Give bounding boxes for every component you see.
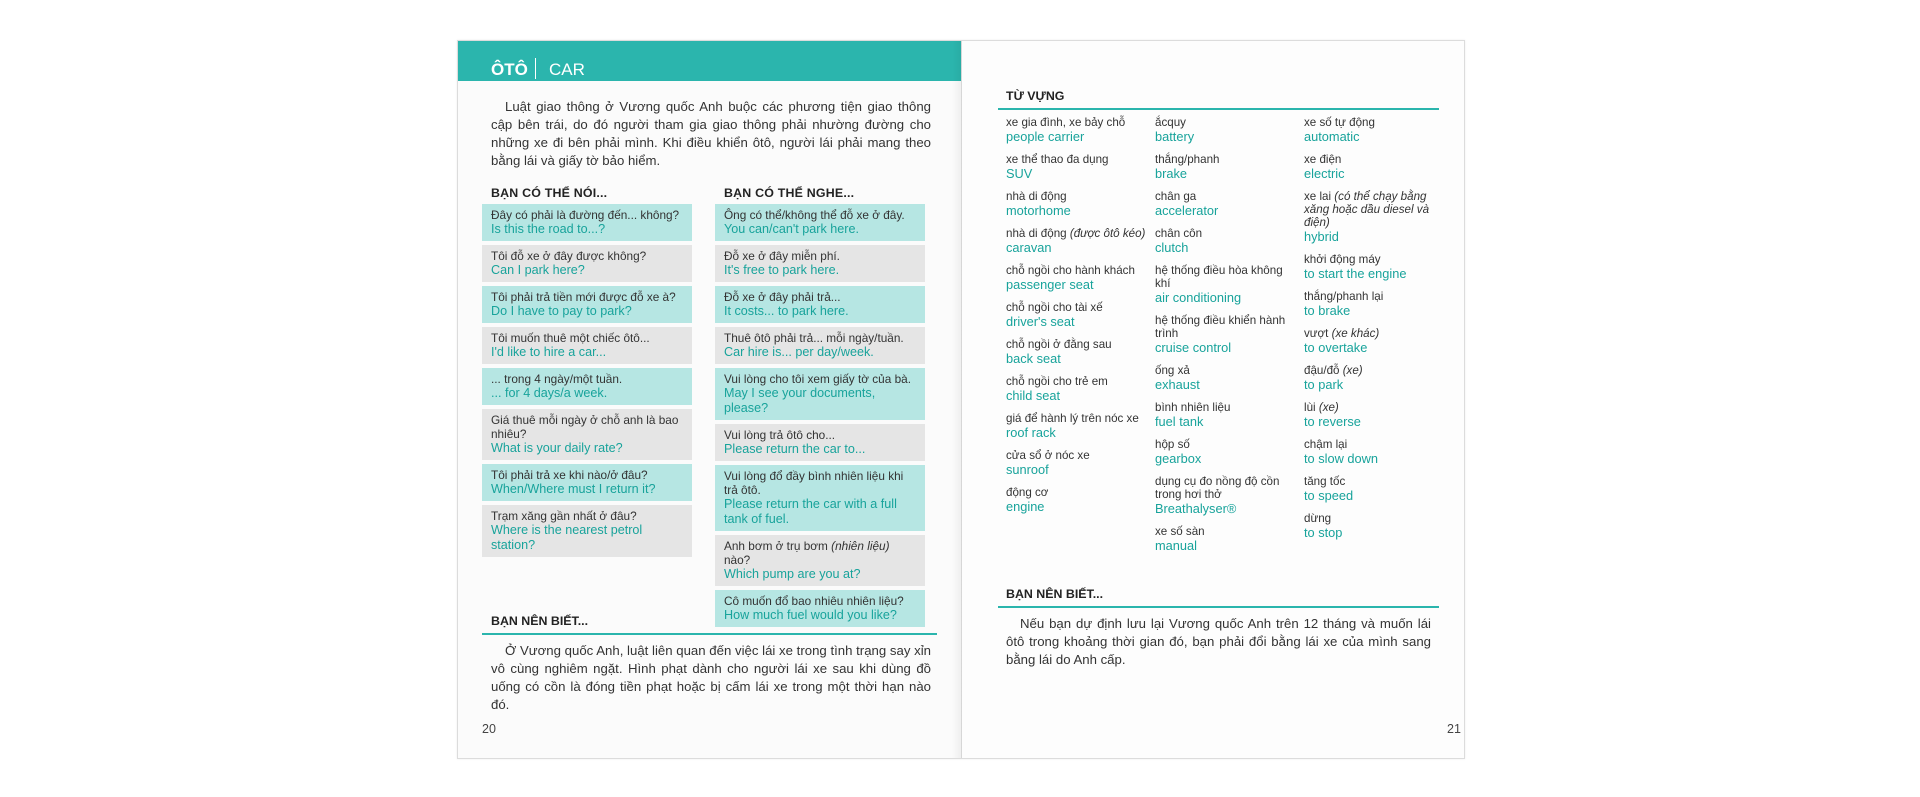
vocab-vi: cửa sổ ở nóc xe <box>1006 449 1090 462</box>
phrase-card <box>482 245 692 282</box>
vocab-vi-part: đậu/đỗ <box>1304 364 1343 377</box>
vocab-item <box>1006 486 1146 514</box>
phrase-vi: Tôi muốn thuê một chiếc ôtô... <box>491 331 650 345</box>
phrase-en: Is this the road to...? <box>491 222 606 236</box>
vocab-vi: dừng <box>1304 512 1332 525</box>
phrase-en: Please return the car with a full tank of fuel. <box>724 497 897 526</box>
right-page <box>962 41 1464 758</box>
should-know-heading-right: BẠN NÊN BIẾT... <box>998 587 1439 608</box>
phrase-card <box>482 505 692 557</box>
phrase-en: I'd like to hire a car... <box>491 345 607 359</box>
vocab-item <box>1304 153 1436 181</box>
phrase-en: It's free to park here. <box>724 263 840 277</box>
vocab-en: child seat <box>1006 388 1061 403</box>
vocab-en: to speed <box>1304 488 1354 503</box>
vocab-en: driver's seat <box>1006 314 1075 329</box>
vocab-vi: hệ thống điều khiển hành trình <box>1155 314 1286 340</box>
vocab-en: to start the engine <box>1304 266 1407 281</box>
vocab-vi-part: nhà di động <box>1006 227 1070 240</box>
vocab-vi-note: (xe) <box>1318 401 1339 414</box>
intro-paragraph: Luật giao thông ở Vương quốc Anh buộc các phương tiện giao thông cập bên trái, do đó người tham gia giao thông phải nhường đường cho những xe đi bên phải mình. Khi điều khiển ôtô, người lái phải mang theo bằng lái và giấy tờ bảo hiểm. <box>491 99 931 168</box>
vocab-vi: chậm lại <box>1304 438 1348 451</box>
phrase-vi: Đỗ xe ở đây phải trả... <box>724 290 841 304</box>
vocab-vi: hộp số <box>1155 438 1190 451</box>
page-number-right: 21 <box>1447 722 1461 736</box>
vocab-vi-part: vượt <box>1304 327 1332 340</box>
phrase-en: May I see your documents, please? <box>724 386 876 415</box>
vocab-item <box>1006 116 1146 144</box>
vocab-vi-part: lùi <box>1304 401 1319 414</box>
phrase-card <box>482 327 692 364</box>
phrase-card <box>482 204 692 241</box>
phrase-vi-part: nào? <box>724 553 751 567</box>
vocab-en: to park <box>1304 377 1344 392</box>
vocab-en: to overtake <box>1304 340 1368 355</box>
vocab-vi: chỗ ngồi cho tài xế <box>1006 301 1103 314</box>
vocab-vi: thắng/phanh lại <box>1304 290 1384 303</box>
vocab-item <box>1006 338 1146 366</box>
phrase-vi: Ông có thể/không thể đỗ xe ở đây. <box>724 208 905 222</box>
vocab-vi: xe thể thao đa dụng <box>1006 153 1109 166</box>
vocab-en: caravan <box>1006 240 1052 255</box>
you-may-say-heading: BẠN CÓ THỂ NÓI... <box>491 186 608 200</box>
phrase-vi: Đỗ xe ở đây miễn phí. <box>724 249 840 263</box>
phrase-vi: Giá thuê mỗi ngày ở chỗ anh là bao nhiêu? <box>491 413 679 441</box>
vocab-en: electric <box>1304 166 1345 181</box>
phrase-vi: Tôi phải trả tiền mới được đỗ xe à? <box>491 290 676 304</box>
phrase-card <box>715 327 925 364</box>
vocab-vi-note: (có thể chạy bằng xăng hoặc dầu diesel và điện) <box>1304 190 1430 229</box>
vocab-en: battery <box>1155 129 1195 144</box>
vocab-item <box>1155 525 1295 553</box>
phrase-en: ... for 4 days/a week. <box>491 386 608 400</box>
vocab-en: Breathalyser® <box>1155 501 1237 516</box>
phrase-en: Car hire is... per day/week. <box>724 345 874 359</box>
vocab-item <box>1304 290 1436 318</box>
vocab-item <box>1304 190 1436 244</box>
vocab-item <box>1155 401 1295 429</box>
vocab-en: hybrid <box>1304 229 1339 244</box>
vocab-item <box>1155 153 1295 181</box>
hear-phrase-list <box>715 204 925 631</box>
phrase-vi-part: Anh bơm ở trụ bơm <box>724 539 832 553</box>
vocab-en: to brake <box>1304 303 1351 318</box>
vocab-en: cruise control <box>1155 340 1232 355</box>
vocab-vi: xe điện <box>1304 153 1342 166</box>
vocab-item <box>1006 301 1146 329</box>
chapter-banner <box>458 41 961 81</box>
page-number-left: 20 <box>482 722 496 736</box>
book-spread <box>457 40 1465 759</box>
vocab-en: back seat <box>1006 351 1061 366</box>
vocab-item <box>1155 190 1295 218</box>
vocab-en: to reverse <box>1304 414 1361 429</box>
phrase-vi: Tôi phải trả xe khi nào/ở đâu? <box>491 468 648 482</box>
vocab-en: exhaust <box>1155 377 1200 392</box>
vocab-vi: tăng tốc <box>1304 475 1346 488</box>
should-know-heading: BẠN NÊN BIẾT... <box>482 614 937 635</box>
vocab-en: automatic <box>1304 129 1360 144</box>
vocab-item <box>1304 438 1436 466</box>
vocab-item <box>1155 264 1295 305</box>
vocab-vi: chân côn <box>1155 227 1203 240</box>
phrase-card <box>715 245 925 282</box>
vocab-vi: bình nhiên liệu <box>1155 401 1231 414</box>
phrase-vi <box>724 539 917 567</box>
phrase-card <box>715 204 925 241</box>
vocab-vi: xe số sàn <box>1155 525 1205 538</box>
vocab-vi <box>1304 190 1436 229</box>
phrase-en: Can I park here? <box>491 263 585 277</box>
chapter-title-vi: ÔTÔ <box>491 60 528 79</box>
vocab-vi: xe số tự động <box>1304 116 1375 129</box>
vocab-en: gearbox <box>1155 451 1202 466</box>
vocab-en: passenger seat <box>1006 277 1094 292</box>
phrase-vi: ... trong 4 ngày/một tuần. <box>491 372 623 386</box>
vocab-column-2 <box>1155 116 1295 562</box>
vocab-en: brake <box>1155 166 1188 181</box>
vocab-vi-note: (xe) <box>1342 364 1363 377</box>
vocab-en: motorhome <box>1006 203 1071 218</box>
phrase-en: Please return the car to... <box>724 442 866 456</box>
vocab-vi <box>1304 364 1436 377</box>
vocab-item <box>1155 438 1295 466</box>
vocab-item <box>1304 401 1436 429</box>
vocab-en: engine <box>1006 499 1045 514</box>
phrase-card <box>482 368 692 405</box>
phrase-card <box>715 465 925 531</box>
phrase-vi: Cô muốn đổ bao nhiêu nhiên liệu? <box>724 594 904 608</box>
phrase-vi: Trạm xăng gần nhất ở đâu? <box>491 509 637 523</box>
vocab-vi: khởi động máy <box>1304 253 1381 266</box>
vocab-item <box>1304 116 1436 144</box>
vocab-en: roof rack <box>1006 425 1056 440</box>
vocab-item <box>1006 190 1146 218</box>
phrase-card <box>715 286 925 323</box>
phrase-vi-note: (nhiên liệu) <box>831 539 890 553</box>
phrase-vi: Đây có phải là đường đến... không? <box>491 208 680 222</box>
vocab-item <box>1304 364 1436 392</box>
vocab-vi <box>1006 227 1146 240</box>
vocab-vi-note: (được ôtô kéo) <box>1069 227 1146 240</box>
phrase-card <box>715 424 925 461</box>
say-phrase-list <box>482 204 692 561</box>
phrase-en: Where is the nearest petrol station? <box>491 523 643 552</box>
phrase-card <box>482 409 692 460</box>
vocab-item <box>1304 475 1436 503</box>
vocab-en: SUV <box>1006 166 1033 181</box>
should-know-text-right: Nếu bạn dự định lưu lại Vương quốc Anh trên 12 tháng và muốn lái ôtô trong khoảng thời gian đó, bạn phải đổi bằng lái xe của mình sang bằng lái do Anh cấp. <box>1006 616 1431 667</box>
vocab-en: air conditioning <box>1155 290 1242 305</box>
you-may-hear-heading: BẠN CÓ THỂ NGHE... <box>724 186 855 200</box>
phrase-en: It costs... to park here. <box>724 304 849 318</box>
vocab-column-3 <box>1304 116 1436 549</box>
phrase-vi: Tôi đỗ xe ở đây được không? <box>491 249 647 263</box>
phrase-en: Do I have to pay to park? <box>491 304 632 318</box>
phrase-card <box>482 286 692 323</box>
phrase-card <box>715 368 925 420</box>
vocab-item <box>1155 227 1295 255</box>
vocab-item <box>1155 364 1295 392</box>
title-divider <box>535 58 536 79</box>
vocab-vi: chỗ ngồi cho trẻ em <box>1006 375 1108 388</box>
phrase-en: What is your daily rate? <box>491 441 623 455</box>
vocab-vi: nhà di động <box>1006 190 1067 203</box>
vocab-item <box>1006 227 1146 255</box>
vocab-item <box>1155 314 1295 355</box>
vocabulary-heading: TỪ VỰNG <box>998 89 1439 110</box>
vocab-en: accelerator <box>1155 203 1219 218</box>
vocab-en: people carrier <box>1006 129 1085 144</box>
phrase-vi: Vui lòng đổ đầy bình nhiên liệu khi trả ôtô. <box>724 469 904 497</box>
vocab-item <box>1006 449 1146 477</box>
should-know-text: Ở Vương quốc Anh, luật liên quan đến việc lái xe trong tình trạng say xỉn vô cùng nghiêm ngặt. Hình phạt dành cho người lái xe sau khi dùng đồ uống có cồn là đóng tiền phạt hoặc bị cấm lái xe trong một thời hạn nào đó. <box>491 643 931 712</box>
phrase-en: When/Where must I return it? <box>491 482 656 496</box>
phrase-vi: Vui lòng cho tôi xem giấy tờ của bà. <box>724 372 911 386</box>
vocab-vi <box>1304 401 1436 414</box>
chapter-title-en: CAR <box>549 60 585 79</box>
vocab-item <box>1006 412 1146 440</box>
vocab-vi-note: (xe khác) <box>1331 327 1380 340</box>
phrase-card <box>715 535 925 586</box>
vocab-en: manual <box>1155 538 1197 553</box>
vocab-vi: ống xả <box>1155 364 1190 377</box>
vocab-vi <box>1304 327 1436 340</box>
vocab-column-1 <box>1006 116 1146 523</box>
left-page <box>458 41 962 758</box>
vocab-vi: dụng cụ đo nồng độ cồn trong hơi thở <box>1155 475 1280 501</box>
vocab-vi: thắng/phanh <box>1155 153 1220 166</box>
vocab-vi: giá để hành lý trên nóc xe <box>1006 412 1139 425</box>
vocab-vi: chỗ ngồi cho hành khách <box>1006 264 1135 277</box>
vocab-item <box>1304 327 1436 355</box>
vocab-vi-part: xe lai <box>1304 190 1335 203</box>
vocab-item <box>1006 375 1146 403</box>
vocab-en: clutch <box>1155 240 1189 255</box>
vocab-item <box>1155 116 1295 144</box>
vocab-en: fuel tank <box>1155 414 1204 429</box>
vocab-vi: chân ga <box>1155 190 1197 203</box>
vocab-vi: hệ thống điều hòa không khí <box>1155 264 1283 290</box>
vocab-item <box>1304 512 1436 540</box>
vocab-vi: xe gia đình, xe bảy chỗ <box>1006 116 1126 129</box>
vocab-vi: chỗ ngồi ở đằng sau <box>1006 338 1112 351</box>
vocab-vi: ắcquy <box>1155 116 1186 129</box>
vocab-item <box>1006 264 1146 292</box>
vocab-item <box>1304 253 1436 281</box>
vocab-en: to stop <box>1304 525 1343 540</box>
phrase-card <box>482 464 692 501</box>
phrase-vi: Thuê ôtô phải trả... mỗi ngày/tuần. <box>724 331 904 345</box>
vocab-item <box>1006 153 1146 181</box>
phrase-en: Which pump are you at? <box>724 567 861 581</box>
phrase-en: How much fuel would you like? <box>724 608 897 622</box>
phrase-vi: Vui lòng trả ôtô cho... <box>724 428 836 442</box>
vocab-en: to slow down <box>1304 451 1378 466</box>
phrase-en: You can/can't park here. <box>724 222 859 236</box>
vocab-en: sunroof <box>1006 462 1049 477</box>
vocab-item <box>1155 475 1295 516</box>
vocab-vi: động cơ <box>1006 486 1049 499</box>
